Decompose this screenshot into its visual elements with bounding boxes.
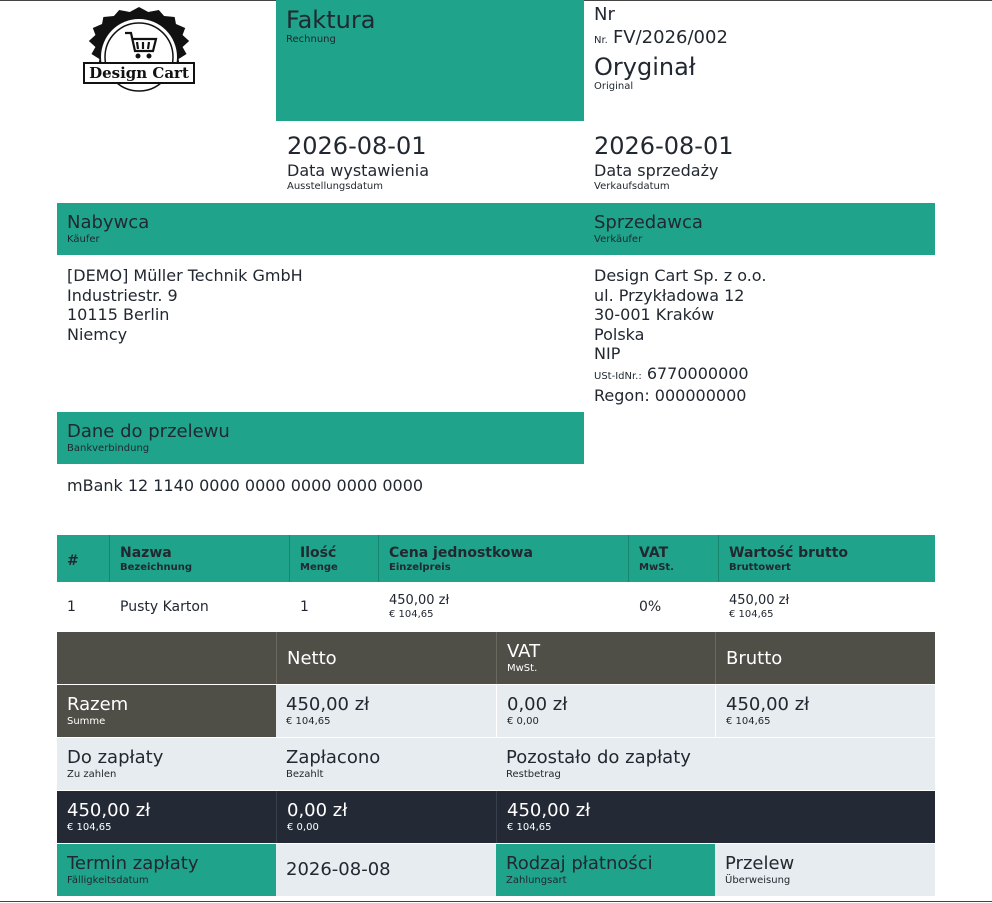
th-price-label: Cena jednostkowa (389, 545, 533, 561)
summary-brutto-header (715, 632, 935, 684)
total-vat-eur: € 0,00 (507, 716, 539, 727)
bank-account (67, 476, 567, 496)
th-vat (629, 535, 719, 582)
to-pay-label: Do zapłaty (67, 747, 164, 768)
th-price-sub: Einzelpreis (389, 562, 451, 573)
seller-label-de: Verkäufer (594, 234, 643, 245)
th-qty (290, 535, 379, 582)
buyer-address (67, 266, 567, 344)
seller-regon: Regon: 000000000 (594, 386, 747, 405)
remaining-label-de: Restbetrag (506, 769, 561, 780)
due-label-cell (57, 844, 276, 896)
nr-prefix: Nr. (594, 35, 608, 46)
total-label-cell (57, 685, 276, 737)
th-vat-sub: MwSt. (639, 562, 674, 573)
method-label: Rodzaj płatności (506, 853, 653, 874)
to-pay-label-cell (57, 738, 276, 790)
remaining-amount-eur: € 104,65 (507, 822, 552, 833)
total-label-de: Summe (67, 716, 106, 727)
th-qty-label: Ilość (300, 545, 337, 561)
remaining-amount: 450,00 zł (507, 800, 591, 821)
seller-label: Sprzedawca (594, 212, 703, 233)
buyer-line: Niemcy (67, 324, 128, 344)
summary-netto-label: Netto (287, 648, 337, 669)
paid-label-de: Bezahlt (286, 769, 324, 780)
invoice-title: Faktura (286, 6, 376, 34)
to-pay-amount-eur: € 104,65 (67, 822, 112, 833)
seller-line: 30-001 Kraków (594, 305, 715, 324)
method-cell (715, 844, 935, 896)
row-gross-eur: € 104,65 (729, 609, 774, 620)
due-label-de: Fälligkeitsdatum (67, 875, 149, 886)
copy-label: Oryginał (594, 53, 696, 81)
paid-cell (276, 791, 496, 843)
issue-date-label-de: Ausstellungsdatum (287, 180, 383, 192)
method-label-cell (496, 844, 715, 896)
copy-label-de: Original (594, 81, 634, 92)
logo-badge-icon (80, 6, 198, 108)
sale-date-label: Data sprzedaży (594, 161, 719, 180)
due-date-cell (276, 844, 496, 896)
th-name (110, 535, 290, 582)
sale-date: 2026-08-01 (594, 132, 734, 160)
th-no (57, 535, 110, 582)
seller-line: ul. Przykładowa 12 (594, 285, 745, 305)
method-de: Überweisung (725, 875, 791, 886)
remaining-cell (496, 791, 935, 843)
th-gross (719, 535, 935, 582)
row-gross (729, 593, 789, 621)
total-vat: 0,00 zł (507, 694, 568, 715)
total-vat-cell (496, 685, 715, 737)
seller-vat-prefix: USt-IdNr.: (594, 370, 642, 382)
total-netto-cell (276, 685, 496, 737)
summary-brutto-label: Brutto (726, 648, 783, 669)
nr-line (594, 27, 934, 52)
row-no: 1 (67, 599, 76, 615)
th-price (379, 535, 629, 582)
total-brutto: 450,00 zł (726, 694, 810, 715)
row-price-eur: € 104,65 (389, 609, 434, 620)
row-price-pln: 450,00 zł (389, 593, 450, 608)
invoice-number-block (594, 4, 934, 93)
th-qty-sub: Menge (300, 562, 338, 573)
to-pay-label-de: Zu zahlen (67, 769, 117, 780)
bank-label-de: Bankverbindung (67, 443, 150, 454)
total-netto-eur: € 104,65 (286, 716, 331, 727)
paid-label: Zapłacono (286, 747, 381, 768)
row-gross-pln: 450,00 zł (729, 593, 790, 608)
due-label: Termin zapłaty (67, 853, 199, 874)
seller-line: Polska (594, 324, 645, 344)
bank-label: Dane do przelewu (67, 421, 230, 442)
method-label-de: Zahlungsart (506, 875, 567, 886)
total-netto: 450,00 zł (286, 694, 370, 715)
summary-vat-label: VAT (507, 641, 541, 662)
seller-address (594, 266, 934, 406)
bank-header (57, 412, 584, 464)
invoice-number: FV/2026/002 (612, 27, 728, 48)
th-gross-sub: Bruttowert (729, 562, 791, 573)
buyer-label: Nabywca (67, 212, 150, 233)
paid-label-cell (276, 738, 496, 790)
buyer-line: [DEMO] Müller Technik GmbH (67, 266, 303, 285)
method: Przelew (725, 853, 795, 874)
buyer-line: Industriestr. 9 (67, 285, 178, 305)
summary-corner (57, 632, 276, 684)
row-price (389, 593, 449, 621)
issue-date-block (287, 132, 577, 193)
th-name-label: Nazwa (120, 545, 172, 561)
paid-amount: 0,00 zł (287, 800, 348, 821)
seller-header (584, 203, 935, 255)
issue-date-label: Data wystawienia (287, 161, 430, 180)
th-no-label: # (67, 553, 79, 569)
bottom-rule (0, 901, 992, 902)
th-vat-label: VAT (639, 545, 669, 561)
to-pay-cell (57, 791, 276, 843)
seller-vat-value: 6770000000 (646, 363, 749, 383)
summary-vat-header (496, 632, 715, 684)
summary-vat-label-de: MwSt. (507, 663, 538, 674)
th-name-sub: Bezeichnung (120, 562, 192, 573)
logo (80, 6, 198, 108)
invoice-title-box (276, 0, 584, 121)
due-date: 2026-08-08 (286, 859, 391, 880)
total-brutto-cell (715, 685, 935, 737)
bank-account-text: mBank 12 1140 0000 0000 0000 0000 0000 (67, 476, 424, 495)
sale-date-label-de: Verkaufsdatum (594, 180, 670, 192)
paid-amount-eur: € 0,00 (287, 822, 319, 833)
nr-label: Nr (594, 4, 615, 25)
logo-text: Design Cart (89, 64, 189, 82)
buyer-line: 10115 Berlin (67, 305, 170, 324)
buyer-header (57, 203, 584, 255)
sale-date-block (594, 132, 924, 193)
total-brutto-eur: € 104,65 (726, 716, 771, 727)
row-name: Pusty Karton (120, 599, 209, 615)
buyer-label-de: Käufer (67, 234, 100, 245)
table-row (57, 583, 935, 631)
seller-line: NIP (594, 344, 621, 363)
remaining-label-cell (496, 738, 935, 790)
seller-vat-line (594, 364, 934, 387)
seller-line: Design Cart Sp. z o.o. (594, 266, 767, 285)
remaining-label: Pozostało do zapłaty (506, 747, 691, 768)
issue-date: 2026-08-01 (287, 132, 427, 160)
th-gross-label: Wartość brutto (729, 545, 849, 561)
row-vat: 0% (639, 599, 662, 615)
to-pay-amount: 450,00 zł (67, 800, 151, 821)
summary-netto-header (276, 632, 496, 684)
invoice-title-de: Rechnung (286, 34, 336, 45)
total-label: Razem (67, 694, 129, 715)
row-qty: 1 (300, 599, 309, 615)
